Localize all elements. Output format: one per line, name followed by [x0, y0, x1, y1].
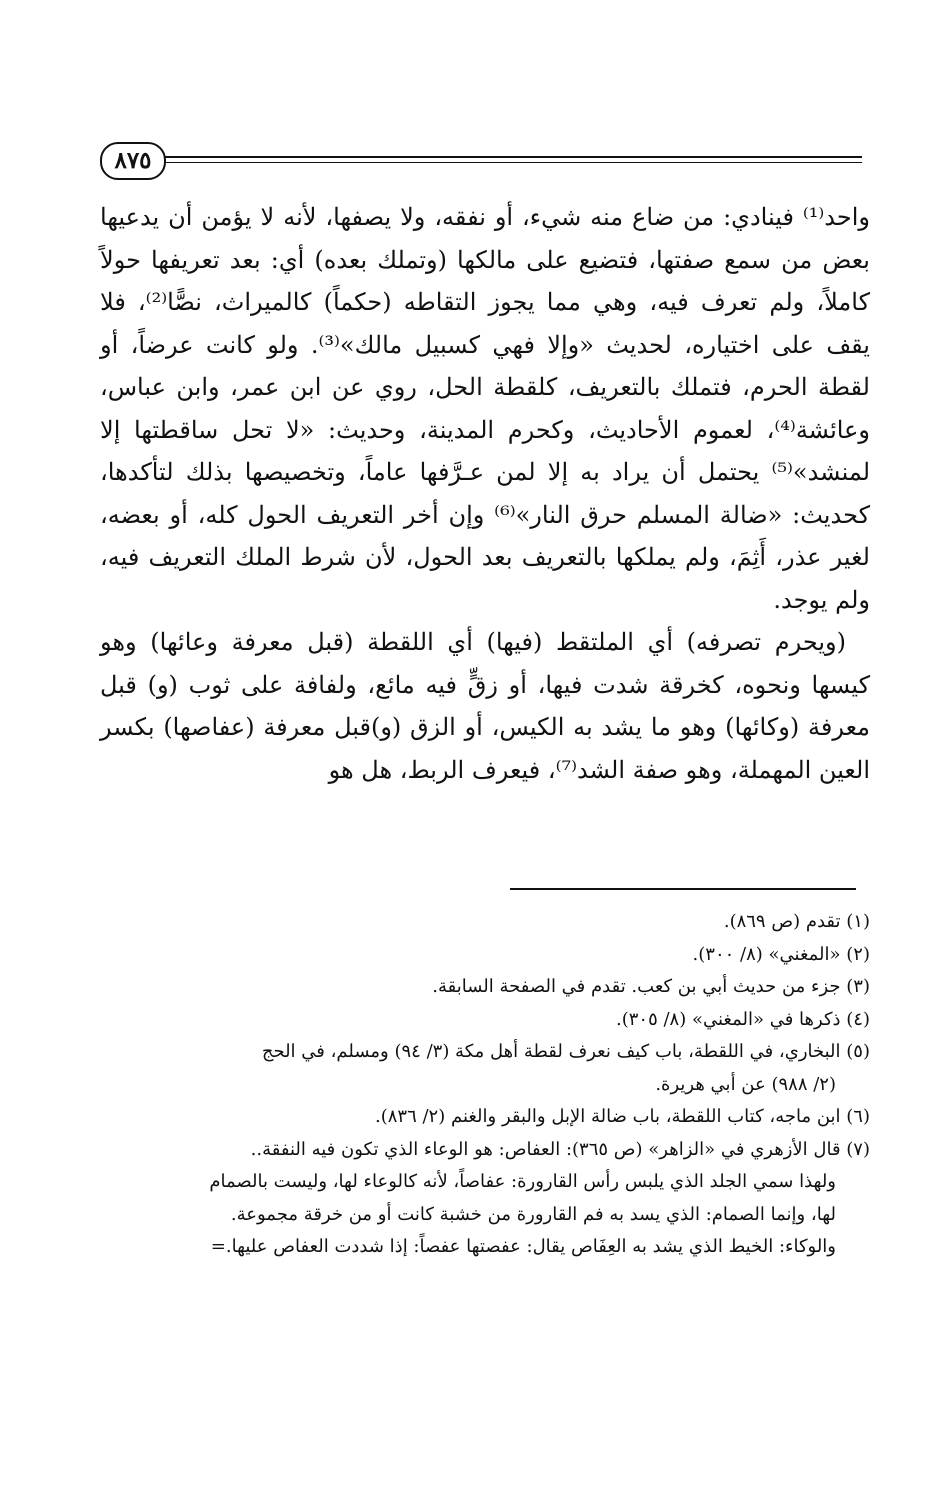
footnotes	[100, 906, 870, 1264]
footnote-7-line-2: ولهذا سمي الجلد الذي يلبس رأس القارورة: عفاصاً، لأنه كالوعاء لها، وليست بالصمام	[209, 1171, 836, 1192]
footnote-3: (٣) جزء من حديث أبي بن كعب. تقدم في الصفحة السابقة.	[432, 976, 870, 997]
header-rule-thin	[160, 162, 862, 163]
footnote-4: (٤) ذكرها في «المغني» (٨/ ٣٠٥).	[615, 1008, 870, 1030]
page-number: ٨٧٥	[100, 142, 166, 180]
footnote-7: (٧) قال الأزهري في «الزاهر» (ص ٣٦٥): العفاص: هو الوعاء الذي تكون فيه النفقة..	[250, 1138, 870, 1160]
footnote-7-line-4: والوكاء: الخيط الذي يشد به العِفَاص يقال: عفصتها عفصاً: إذا شددت العفاص عليها.=	[210, 1236, 836, 1257]
footnote-6: (٦) ابن ماجه، كتاب اللقطة، باب ضالة الإبل والبقر والغنم (٢/ ٨٣٦).	[374, 1106, 870, 1127]
footnote-1: (١) تقدم (ص ٨٦٩).	[723, 911, 870, 932]
page-header	[100, 140, 866, 182]
main-text	[100, 196, 870, 791]
main-paragraph-2: (ويحرم تصرفه) أي الملتقط (فيها) أي اللقطة (قبل معرفة وعائها) وهو كيسها ونحوه، كخرقة شدت فيها، أو زقٍّ فيه مائع، ولفافة على ثوب (و) قبل معرفة (وكائها) وهو ما يشد به الكيس، أو الزق (و)قبل معرفة (عفاصها) بكسر العين المهملة، وهو صفة الشد⁽⁷⁾، فيعرف الربط، هل هو	[100, 628, 870, 784]
footnote-divider	[510, 888, 856, 890]
main-paragraph-1: واحد⁽¹⁾ فينادي: من ضاع منه شيء، أو نفقه، ولا يصفها، لأنه لا يؤمن أن يدعيها بعض من سمع صفتها، فتضيع على مالكها (وتملك بعده) أي: بعد تعريفها حولاً كاملاً، ولم تعرف فيه، وهي مما يجوز التقاطه (حكماً) كالميراث، نصًّا⁽²⁾، فلا يقف على اختياره، لحديث «وإلا فهي كسبيل مالك»⁽³⁾. ولو كانت عرضاً، أو لقطة الحرم، فتملك بالتعريف، كلقطة الحل، روي عن ابن عمر، وابن عباس، وعائشة⁽⁴⁾، لعموم الأحاديث، وكحرم المدينة، وحديث: «لا تحل ساقطتها إلا لمنشد»⁽⁵⁾ يحتمل أن يراد به إلا لمن عـرَّفها عاماً، وتخصيصها بذلك لتأكدها، كحديث: «ضالة المسلم حرق النار»⁽⁶⁾ وإن أخر التعريف الحول كله، أو بعضه، لغير عذر، أَثِمَ، ولم يملكها بالتعريف بعد الحول، لأن شرط الملك التعريف فيه، ولم يوجد.	[100, 203, 871, 614]
footnote-5-continued: (٢/ ٩٨٨) عن أبي هريرة.	[655, 1073, 836, 1095]
footnote-5: (٥) البخاري، في اللقطة، باب كيف نعرف لقطة أهل مكة (٣/ ٩٤) ومسلم، في الحج	[261, 1041, 870, 1062]
footnote-7-line-3: لها، وإنما الصمام: الذي يسد به فم القارورة من خشبة كانت أو من خرقة مجموعة.	[230, 1203, 836, 1225]
footnote-2: (٢) «المغني» (٨/ ٣٠٠).	[692, 943, 870, 965]
header-rule	[160, 156, 862, 158]
